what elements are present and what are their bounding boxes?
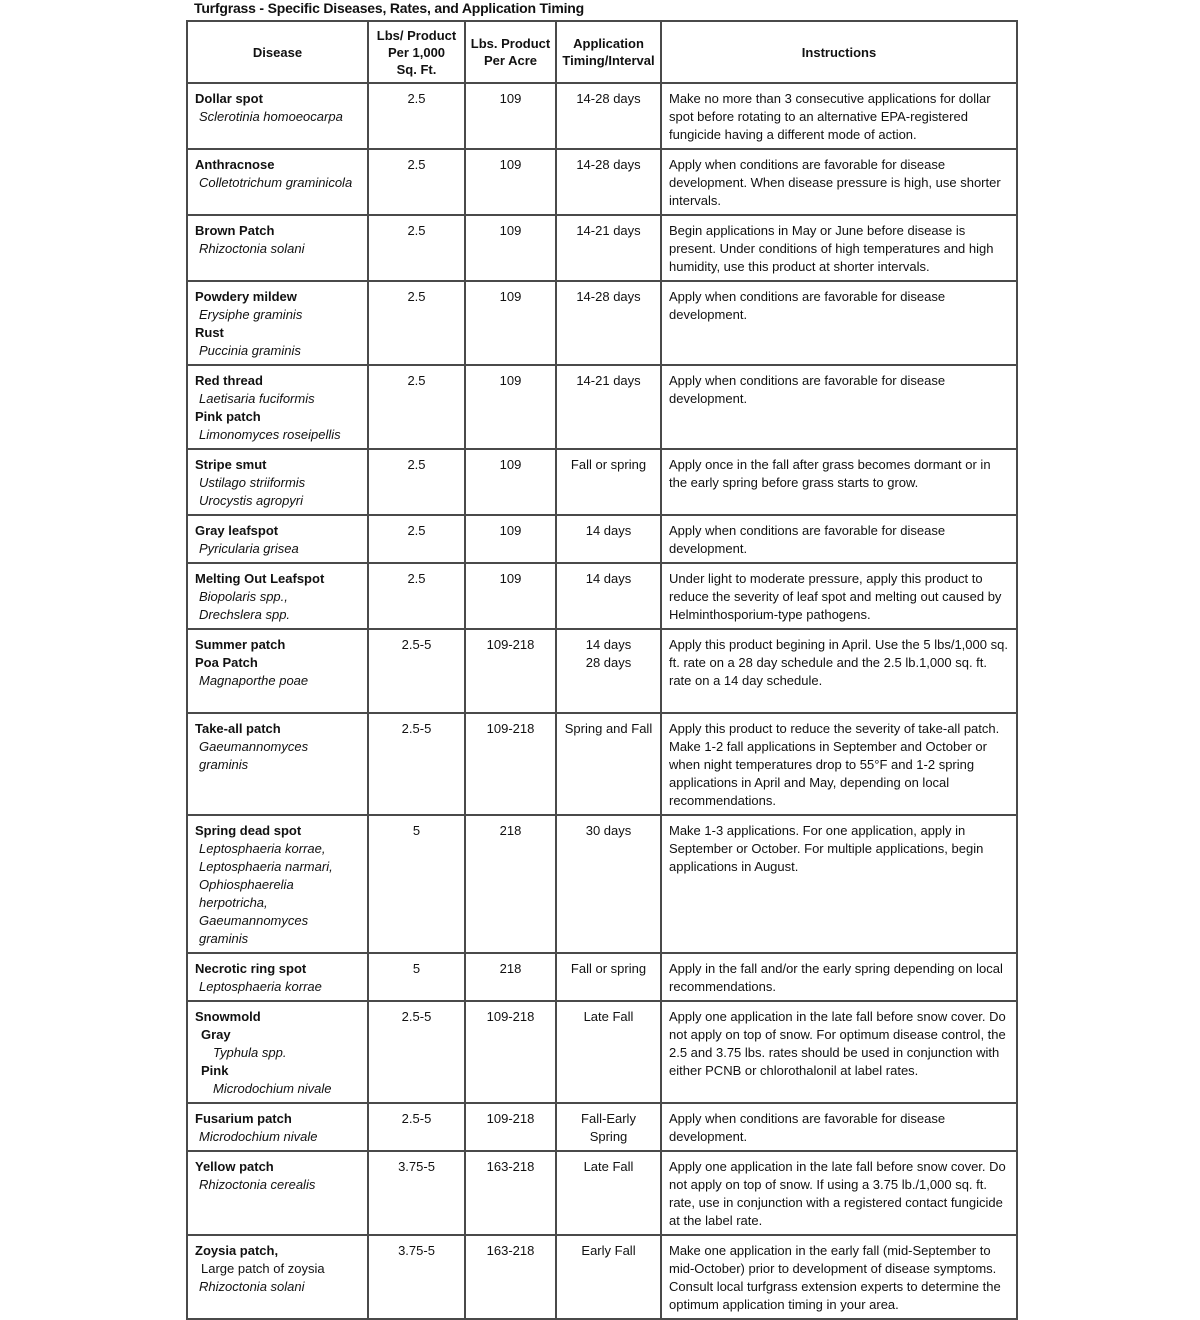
instructions-cell: Begin applications in May or June before disease is present. Under conditions of high temperatures and high humidity, use this product at shorter intervals. xyxy=(661,215,1017,281)
disease-name: Zoysia patch, xyxy=(195,1243,279,1258)
rate-per-acre-cell: 109-218 xyxy=(465,629,556,713)
pathogen-name: Urocystis agropyri xyxy=(199,493,304,508)
rate-per-1000-cell: 2.5 xyxy=(368,83,465,149)
timing-cell xyxy=(556,149,661,215)
timing-cell xyxy=(556,953,661,1001)
rate-per-1000-cell: 2.5-5 xyxy=(368,1001,465,1103)
disease-cell xyxy=(187,713,368,815)
timing-line: Fall or spring xyxy=(570,961,647,976)
pathogen-name: Rhizoctonia solani xyxy=(199,1279,305,1294)
disease-name: Powdery mildew xyxy=(195,289,297,304)
rate-per-acre-cell: 109-218 xyxy=(465,1103,556,1151)
disease-name: Necrotic ring spot xyxy=(195,961,307,976)
disease-name: Stripe smut xyxy=(195,457,267,472)
header-row xyxy=(187,21,1017,83)
instructions-cell: Make no more than 3 consecutive applications for dollar spot before rotating to an alternative EPA-registered fungicide having a different mode of action. xyxy=(661,83,1017,149)
table-row xyxy=(187,449,1017,515)
timing-line: 14-28 days xyxy=(576,91,641,106)
rate-per-1000-cell: 2.5-5 xyxy=(368,713,465,815)
timing-line: Fall-Early xyxy=(581,1111,636,1126)
table-row xyxy=(187,1235,1017,1319)
header-timing xyxy=(556,21,661,83)
instructions-cell: Make one application in the early fall (mid-September to mid-October) prior to development of disease symptoms. Consult local turfgrass extension experts to determine the optimum application timing in your area. xyxy=(661,1235,1017,1319)
timing-cell xyxy=(556,365,661,449)
timing-line: 14 days xyxy=(585,571,632,586)
timing-line: Late Fall xyxy=(583,1159,634,1174)
disease-name: Melting Out Leafspot xyxy=(195,571,325,586)
table-row xyxy=(187,563,1017,629)
timing-cell xyxy=(556,815,661,953)
rate-per-1000-cell: 2.5 xyxy=(368,563,465,629)
disease-cell xyxy=(187,449,368,515)
timing-line: 30 days xyxy=(585,823,632,838)
rate-per-acre-cell: 109 xyxy=(465,215,556,281)
rate-per-1000-cell: 5 xyxy=(368,815,465,953)
disease-name: Anthracnose xyxy=(195,157,275,172)
disease-cell xyxy=(187,1151,368,1235)
table-row xyxy=(187,953,1017,1001)
disease-cell xyxy=(187,365,368,449)
header-lbs-per-acre-line: Per Acre xyxy=(484,53,537,68)
pathogen-name: Limonomyces roseipellis xyxy=(199,427,341,442)
pathogen-name: Microdochium nivale xyxy=(199,1129,318,1144)
timing-line: Spring and Fall xyxy=(564,721,653,736)
instructions-cell: Apply when conditions are favorable for disease development. xyxy=(661,365,1017,449)
pathogen-name: Rhizoctonia cerealis xyxy=(199,1177,316,1192)
rate-per-1000-cell: 2.5-5 xyxy=(368,629,465,713)
disease-name: Gray leafspot xyxy=(195,523,279,538)
instructions-cell: Apply in the fall and/or the early spring depending on local recommendations. xyxy=(661,953,1017,1001)
rate-per-acre-cell: 109 xyxy=(465,515,556,563)
timing-line: 14 days xyxy=(585,637,632,652)
disease-name: Fusarium patch xyxy=(195,1111,292,1126)
timing-line: Spring xyxy=(589,1129,628,1144)
pathogen-name: Microdochium nivale xyxy=(213,1081,332,1096)
page-title: Turfgrass - Specific Diseases, Rates, and Application Timing xyxy=(194,0,584,16)
disease-subtype: Gray xyxy=(201,1027,231,1042)
instructions-cell: Apply one application in the late fall before snow cover. Do not apply on top of snow. If using a 3.75 lb./1,000 sq. ft. rate, use in conjunction with a registered contact fungicide at the label rate. xyxy=(661,1151,1017,1235)
disease-cell xyxy=(187,953,368,1001)
rate-per-1000-cell: 2.5 xyxy=(368,149,465,215)
table-row xyxy=(187,215,1017,281)
header-instructions: Instructions xyxy=(661,21,1017,83)
table-row xyxy=(187,713,1017,815)
timing-line: Fall or spring xyxy=(570,457,647,472)
table-row xyxy=(187,1151,1017,1235)
rate-per-1000-cell: 2.5 xyxy=(368,281,465,365)
rate-per-1000-cell: 2.5 xyxy=(368,365,465,449)
table-row xyxy=(187,1103,1017,1151)
table-row xyxy=(187,1001,1017,1103)
header-disease: Disease xyxy=(187,21,368,83)
header-lbs-per-acre-line: Lbs. Product xyxy=(470,36,551,51)
pathogen-name: Drechslera spp. xyxy=(199,607,291,622)
disease-table xyxy=(186,20,1018,1320)
rate-per-acre-cell: 109 xyxy=(465,365,556,449)
disease-name: Summer patch xyxy=(195,637,286,652)
disease-cell xyxy=(187,83,368,149)
disease-cell xyxy=(187,563,368,629)
timing-cell xyxy=(556,1151,661,1235)
disease-name: Take-all patch xyxy=(195,721,281,736)
rate-per-acre-cell: 109-218 xyxy=(465,713,556,815)
disease-cell xyxy=(187,215,368,281)
rate-per-1000-cell: 2.5 xyxy=(368,449,465,515)
timing-line: 14-21 days xyxy=(576,373,641,388)
disease-cell xyxy=(187,515,368,563)
instructions-cell: Apply when conditions are favorable for disease development. When disease pressure is high, use shorter intervals. xyxy=(661,149,1017,215)
rate-per-acre-cell: 218 xyxy=(465,815,556,953)
pathogen-name: Sclerotinia homoeocarpa xyxy=(199,109,343,124)
timing-cell xyxy=(556,1235,661,1319)
pathogen-name: Colletotrichum graminicola xyxy=(199,175,353,190)
disease-cell xyxy=(187,815,368,953)
disease-cell xyxy=(187,1103,368,1151)
rate-per-acre-cell: 109 xyxy=(465,149,556,215)
header-timing-line: Timing/Interval xyxy=(562,53,655,68)
instructions-cell: Apply when conditions are favorable for disease development. xyxy=(661,515,1017,563)
pathogen-name: Ustilago striiformis xyxy=(199,475,306,490)
rate-per-acre-cell: 218 xyxy=(465,953,556,1001)
pathogen-name: Leptosphaeria korrae, xyxy=(199,841,326,856)
rate-per-1000-cell: 3.75-5 xyxy=(368,1151,465,1235)
rate-per-1000-cell: 5 xyxy=(368,953,465,1001)
pathogen-name: Erysiphe graminis xyxy=(199,307,303,322)
instructions-cell: Under light to moderate pressure, apply this product to reduce the severity of leaf spot and melting out caused by Helminthosporium-type pathogens. xyxy=(661,563,1017,629)
header-lbs-per-1000 xyxy=(368,21,465,83)
rate-per-acre-cell: 163-218 xyxy=(465,1151,556,1235)
instructions-cell: Apply this product to reduce the severity of take-all patch. Make 1-2 fall applications in September and October or when night temperatures drop to 55°F and 1-2 spring applications in April and May, depending on local recommendations. xyxy=(661,713,1017,815)
timing-cell xyxy=(556,281,661,365)
table-body xyxy=(187,83,1017,1319)
pathogen-name: Gaeumannomyces graminis xyxy=(199,739,309,772)
rate-per-acre-cell: 109 xyxy=(465,281,556,365)
timing-cell xyxy=(556,83,661,149)
pathogen-name: Rhizoctonia solani xyxy=(199,241,305,256)
rate-per-acre-cell: 163-218 xyxy=(465,1235,556,1319)
disease-name: Snowmold xyxy=(195,1009,261,1024)
timing-line: Late Fall xyxy=(583,1009,634,1024)
rate-per-acre-cell: 109 xyxy=(465,563,556,629)
header-timing-line: Application xyxy=(573,36,644,51)
rate-per-acre-cell: 109-218 xyxy=(465,1001,556,1103)
disease-name: Yellow patch xyxy=(195,1159,274,1174)
instructions-cell: Make 1-3 applications. For one application, apply in September or October. For multiple applications, begin applications in August. xyxy=(661,815,1017,953)
disease-note: Large patch of zoysia xyxy=(201,1261,325,1276)
header-lbs-per-1000-line: Per 1,000 xyxy=(387,44,446,60)
timing-line: 14-28 days xyxy=(576,289,641,304)
table-row xyxy=(187,149,1017,215)
table-row xyxy=(187,83,1017,149)
timing-cell xyxy=(556,563,661,629)
header-lbs-per-1000-line: Lbs/ Product xyxy=(376,27,457,43)
disease-name: Spring dead spot xyxy=(195,823,302,838)
table-row xyxy=(187,629,1017,713)
pathogen-name: Leptosphaeria korrae xyxy=(199,979,322,994)
disease-cell xyxy=(187,1235,368,1319)
disease-name: Dollar spot xyxy=(195,91,263,106)
disease-name: Pink patch xyxy=(195,409,261,424)
instructions-cell: Apply this product begining in April. Use the 5 lbs/1,000 sq. ft. rate on a 28 day schedule and the 2.5 lb.1,000 sq. ft. rate on a 14 day schedule. xyxy=(661,629,1017,713)
pathogen-name: Gaeumannomyces graminis xyxy=(199,913,309,946)
disease-name: Red thread xyxy=(195,373,263,388)
timing-line: Early Fall xyxy=(581,1243,636,1258)
rate-per-1000-cell: 3.75-5 xyxy=(368,1235,465,1319)
pathogen-name: Magnaporthe poae xyxy=(199,673,309,688)
pathogen-name: Pyricularia grisea xyxy=(199,541,299,556)
disease-cell xyxy=(187,149,368,215)
timing-cell xyxy=(556,1001,661,1103)
table-row xyxy=(187,281,1017,365)
table-row xyxy=(187,365,1017,449)
header-lbs-per-1000-line: Sq. Ft. xyxy=(396,61,437,77)
timing-cell xyxy=(556,215,661,281)
timing-line: 14-28 days xyxy=(576,157,641,172)
instructions-cell: Apply when conditions are favorable for disease development. xyxy=(661,281,1017,365)
header-lbs-per-acre xyxy=(465,21,556,83)
pathogen-name: Biopolaris spp., xyxy=(199,589,288,604)
timing-line: 28 days xyxy=(585,655,632,670)
rate-per-1000-cell: 2.5-5 xyxy=(368,1103,465,1151)
disease-cell xyxy=(187,1001,368,1103)
instructions-cell: Apply one application in the late fall before snow cover. Do not apply on top of snow. For optimum disease control, the 2.5 and 3.75 lbs. rates should be used in conjunction with either PCNB or chlorothalonil at label rates. xyxy=(661,1001,1017,1103)
disease-subtype: Pink xyxy=(201,1063,229,1078)
timing-cell xyxy=(556,713,661,815)
disease-name: Rust xyxy=(195,325,224,340)
disease-name: Brown Patch xyxy=(195,223,275,238)
rate-per-acre-cell: 109 xyxy=(465,83,556,149)
table-row xyxy=(187,815,1017,953)
timing-cell xyxy=(556,515,661,563)
timing-cell xyxy=(556,629,661,713)
timing-line: 14-21 days xyxy=(576,223,641,238)
rate-per-1000-cell: 2.5 xyxy=(368,515,465,563)
pathogen-name: Laetisaria fuciformis xyxy=(199,391,315,406)
pathogen-name: Ophiosphaerelia herpotricha, xyxy=(199,877,294,910)
timing-cell xyxy=(556,1103,661,1151)
pathogen-name: Puccinia graminis xyxy=(199,343,301,358)
table-row xyxy=(187,515,1017,563)
instructions-cell: Apply when conditions are favorable for disease development. xyxy=(661,1103,1017,1151)
rate-per-acre-cell: 109 xyxy=(465,449,556,515)
pathogen-name: Leptosphaeria narmari, xyxy=(199,859,333,874)
disease-cell xyxy=(187,281,368,365)
disease-name: Poa Patch xyxy=(195,655,258,670)
timing-line: 14 days xyxy=(585,523,632,538)
rate-per-1000-cell: 2.5 xyxy=(368,215,465,281)
instructions-cell: Apply once in the fall after grass becomes dormant or in the early spring before grass starts to grow. xyxy=(661,449,1017,515)
disease-cell xyxy=(187,629,368,713)
pathogen-name: Typhula spp. xyxy=(213,1045,287,1060)
timing-cell xyxy=(556,449,661,515)
